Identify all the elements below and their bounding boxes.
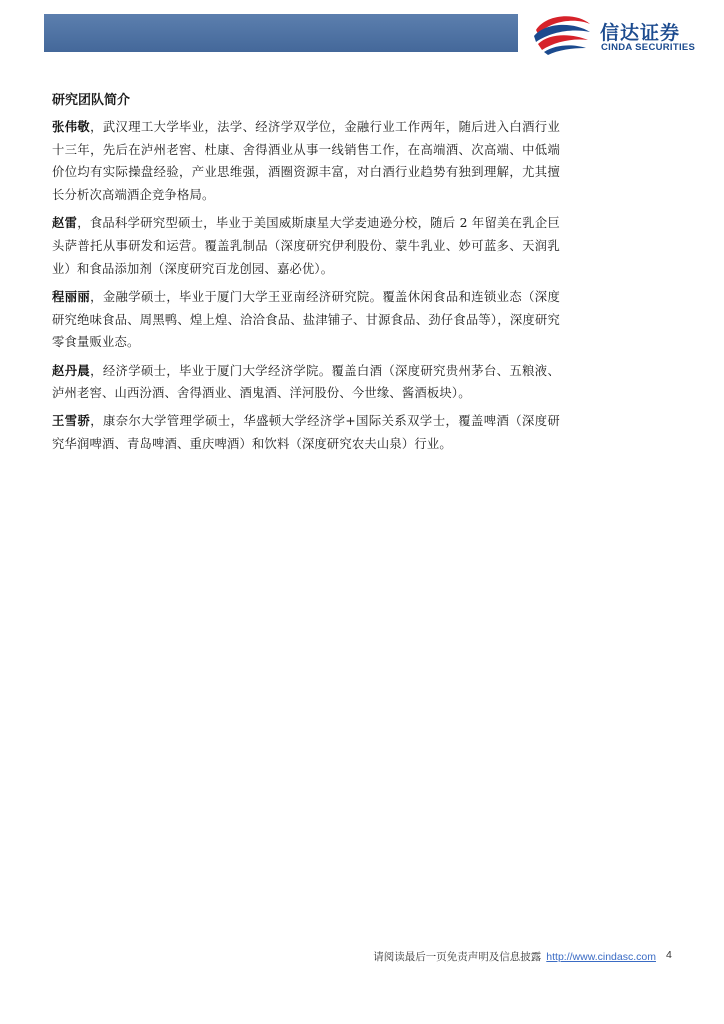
bio-list — [52, 116, 560, 461]
bio-entry — [52, 116, 560, 207]
bio-entry — [52, 410, 560, 455]
bio-text: ，武汉理工大学毕业，法学、经济学双学位，金融行业工作两年，随后进入白酒行业十三年，先后在泸州老窖、杜康、舍得酒业从事一线销售工作，在高端酒、次高端、中低端价位均有实际操盘经验，产业思维强，酒圈资源丰富，对白酒行业趋势有独到理解，尤其擅长分析次高端酒企竞争格局。 — [52, 120, 560, 203]
cinda-logo-icon — [532, 12, 594, 56]
cinda-logo — [532, 12, 712, 56]
header-bar — [44, 14, 518, 52]
bio-entry — [52, 212, 560, 280]
section-title: 研究团队简介 — [52, 93, 131, 108]
bio-name: 张伟敬 — [52, 119, 91, 134]
bio-text: ，康奈尔大学管理学硕士，华盛顿大学经济学+国际关系双学士，覆盖啤酒（深度研究华润啤酒、青岛啤酒、重庆啤酒）和饮料（深度研究农夫山泉）行业。 — [52, 414, 560, 452]
bio-name: 程丽丽 — [52, 288, 91, 304]
footer-disclaimer: 请阅读最后一页免责声明及信息披露 — [373, 951, 542, 963]
bio-name: 王雪骄 — [52, 413, 91, 429]
footer-website-link[interactable]: http://www.cindasc.com — [546, 951, 656, 963]
bio-name: 赵丹晨 — [52, 362, 91, 378]
logo-chinese-name: 信达证券 — [600, 22, 681, 44]
bio-text: ，食品科学研究型硕士，毕业于美国威斯康星大学麦迪逊分校，随后 2 年留美在乳企巨头萨普托从事研发和运营。覆盖乳制品（深度研究伊利股份、蒙牛乳业、妙可蓝多、天润乳业）和食品添加剂（深度研究百龙创园、嘉必优）。 — [52, 216, 560, 276]
bio-entry — [52, 360, 560, 405]
page-number: 4 — [666, 949, 672, 961]
bio-name: 赵雷 — [52, 215, 78, 231]
bio-text: ，金融学硕士，毕业于厦门大学王亚南经济研究院。覆盖休闲食品和连锁业态（深度研究绝味食品、周黑鸭、煌上煌、洽洽食品、盐津铺子、甘源食品、劲仔食品等），深度研究零食量贩业态。 — [52, 289, 560, 350]
bio-entry — [52, 286, 560, 354]
logo-english-name: CINDA SECURITIES — [601, 42, 696, 53]
bio-text: ，经济学硕士，毕业于厦门大学经济学院。覆盖白酒（深度研究贵州茅台、五粮液、泸州老窖、山西汾酒、舍得酒业、酒鬼酒、洋河股份、今世缘、酱酒板块）。 — [52, 363, 560, 401]
footer — [373, 949, 656, 964]
